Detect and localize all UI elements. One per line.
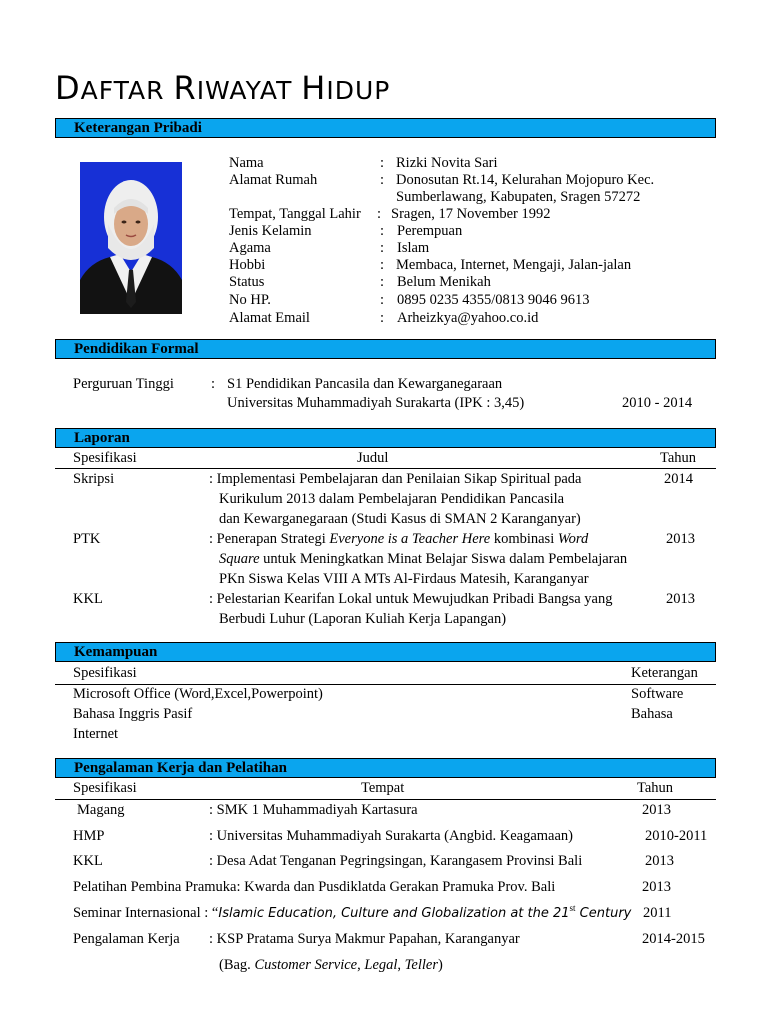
title-word: IDUP [326, 76, 391, 105]
experience-year: 2010-2011 [645, 828, 708, 844]
text-run: : Penerapan Strategi [209, 531, 330, 547]
experience-spec: Pelatihan Pembina Pramuka: Kwarda dan Pusdiklatda Gerakan Pramuka Prov. Bali [73, 879, 556, 895]
experience-spec [73, 905, 631, 922]
section-title: Laporan [74, 430, 130, 446]
experience-note [219, 957, 443, 974]
divider [55, 468, 716, 469]
report-year: 2013 [666, 591, 695, 607]
experience-spec: KKL [73, 853, 103, 869]
report-year: 2013 [666, 531, 695, 547]
value-ttl: Sragen, 17 November 1992 [391, 206, 551, 222]
education-degree: S1 Pendidikan Pancasila dan Kewarganegaraan [227, 376, 503, 392]
text-run: (Bag. [219, 957, 255, 973]
text-run: , [357, 957, 365, 973]
value-gender: Perempuan [397, 223, 463, 239]
text-run-italic: Square [219, 551, 260, 567]
label-nama: Nama [229, 155, 264, 171]
value-hobbi: Membaca, Internet, Mengaji, Jalan-jalan [396, 257, 632, 273]
report-title-line: : Implementasi Pembelajaran dan Penilaian Sikap Spiritual pada [209, 471, 582, 487]
skill-spec: Internet [73, 726, 119, 742]
experience-year: 2013 [642, 802, 671, 818]
skill-note: Bahasa [631, 706, 673, 722]
separator: : [380, 274, 385, 290]
title-letter: H [301, 69, 327, 107]
superscript: st [569, 903, 576, 914]
separator: : [380, 155, 385, 171]
text-run-italic: Everyone is a Teacher Here [329, 531, 491, 547]
divider [55, 684, 716, 685]
label-ttl: Tempat, Tanggal Lahir [229, 206, 361, 222]
experience-place: : SMK 1 Muhammadiyah Kartasura [209, 802, 418, 818]
experience-place: : Universitas Muhammadiyah Surakarta (Angbid. Keagamaan) [209, 828, 574, 844]
report-title-line [209, 531, 588, 548]
divider [55, 799, 716, 800]
education-university: Universitas Muhammadiyah Surakarta (IPK : 3,45) [227, 395, 525, 411]
value-nama: Rizki Novita Sari [396, 155, 498, 171]
section-title: Keterangan Pribadi [74, 120, 202, 136]
value-agama: Islam [397, 240, 430, 256]
title-word: IWAYAT [196, 76, 293, 105]
separator: : [377, 206, 382, 222]
experience-year: 2013 [645, 853, 674, 869]
section-header-personal [55, 118, 716, 138]
experience-place: : KSP Pratama Surya Makmur Papahan, Karanganyar [209, 931, 520, 947]
value-hp: 0895 0235 4355/0813 9046 9613 [397, 292, 590, 308]
experience-spec: HMP [73, 828, 105, 844]
label-email: Alamat Email [229, 310, 310, 326]
report-title-line: : Pelestarian Kearifan Lokal untuk Mewujudkan Pribadi Bangsa yang [209, 591, 613, 607]
separator: : [380, 310, 385, 326]
text-run: Seminar Internasional : “ [73, 905, 219, 921]
report-title-line: dan Kewarganegaraan (Studi Kasus di SMAN 2 Karanganyar) [219, 511, 581, 527]
separator: : [211, 376, 216, 392]
value-alamat-line2: Sumberlawang, Kabupaten, Sragen 57272 [396, 189, 641, 205]
column-header: Tempat [361, 780, 405, 796]
text-run-italic: Word [557, 531, 589, 547]
report-title-line: Kurikulum 2013 dalam Pembelajaran Pendidikan Pancasila [219, 491, 565, 507]
section-title: Kemampuan [74, 644, 158, 660]
education-years: 2010 - 2014 [622, 395, 693, 411]
portrait-image [80, 162, 182, 314]
section-header-reports [55, 428, 716, 448]
experience-year: 2014-2015 [642, 931, 705, 947]
report-spec: PTK [73, 531, 101, 547]
page-title [55, 70, 390, 109]
value-email: Arheizkya@yahoo.co.id [397, 310, 539, 326]
title-word: AFTAR [80, 76, 165, 105]
label-gender: Jenis Kelamin [229, 223, 312, 239]
text-run-italic: Customer Service [254, 957, 358, 973]
section-title: Pengalaman Kerja dan Pelatihan [74, 760, 287, 776]
text-run: kombinasi [490, 531, 558, 547]
education-label: Perguruan Tinggi [73, 376, 174, 392]
label-status: Status [229, 274, 265, 290]
skill-spec: Bahasa Inggris Pasif [73, 706, 193, 722]
experience-place: : Desa Adat Tenganan Pegringsingan, Karangasem Provinsi Bali [209, 853, 583, 869]
column-header: Tahun [637, 780, 674, 796]
column-header: Keterangan [631, 665, 698, 681]
skill-note: Software [631, 686, 684, 702]
label-agama: Agama [229, 240, 271, 256]
report-title-line: Berbudi Luhur (Laporan Kuliah Kerja Lapangan) [219, 611, 507, 627]
separator: : [380, 172, 385, 188]
title-letter: D [55, 69, 81, 107]
value-status: Belum Menikah [397, 274, 491, 290]
experience-year: 2013 [642, 879, 671, 895]
column-header: Spesifikasi [73, 665, 137, 681]
text-run: , [397, 957, 405, 973]
label-hobbi: Hobbi [229, 257, 266, 273]
column-header: Spesifikasi [73, 450, 137, 466]
title-letter: R [173, 69, 197, 107]
profile-photo [80, 162, 182, 314]
label-alamat: Alamat Rumah [229, 172, 318, 188]
column-header: Judul [357, 450, 389, 466]
skill-spec: Microsoft Office (Word,Excel,Powerpoint) [73, 686, 323, 702]
label-hp: No HP. [229, 292, 271, 308]
separator: : [380, 292, 385, 308]
column-header: Spesifikasi [73, 780, 137, 796]
report-spec: Skripsi [73, 471, 115, 487]
text-run-italic: Teller [404, 957, 438, 973]
separator: : [380, 257, 385, 273]
section-header-skills [55, 642, 716, 662]
text-run-italic: Legal [364, 957, 398, 973]
report-year: 2014 [664, 471, 693, 487]
section-header-experience [55, 758, 716, 778]
text-run: ) [437, 957, 443, 973]
experience-spec: Magang [77, 802, 125, 818]
report-spec: KKL [73, 591, 103, 607]
section-title: Pendidikan Formal [74, 341, 199, 357]
column-header: Tahun [660, 450, 697, 466]
report-title-line [219, 551, 627, 568]
experience-year: 2011 [643, 905, 672, 921]
separator: : [380, 240, 385, 256]
report-title-line: PKn Siswa Kelas VIII A MTs Al-Firdaus Matesih, Karanganyar [219, 571, 589, 587]
section-header-education [55, 339, 716, 359]
value-alamat: Donosutan Rt.14, Kelurahan Mojopuro Kec. [396, 172, 655, 188]
experience-spec: Pengalaman Kerja [73, 931, 180, 947]
separator: : [380, 223, 385, 239]
text-run: untuk Meningkatkan Minat Belajar Siswa dalam Pembelajaran [259, 551, 628, 567]
text-run-italic: Century [575, 906, 632, 921]
text-run-italic: Islamic Education, Culture and Globalization at the 21 [218, 906, 570, 921]
